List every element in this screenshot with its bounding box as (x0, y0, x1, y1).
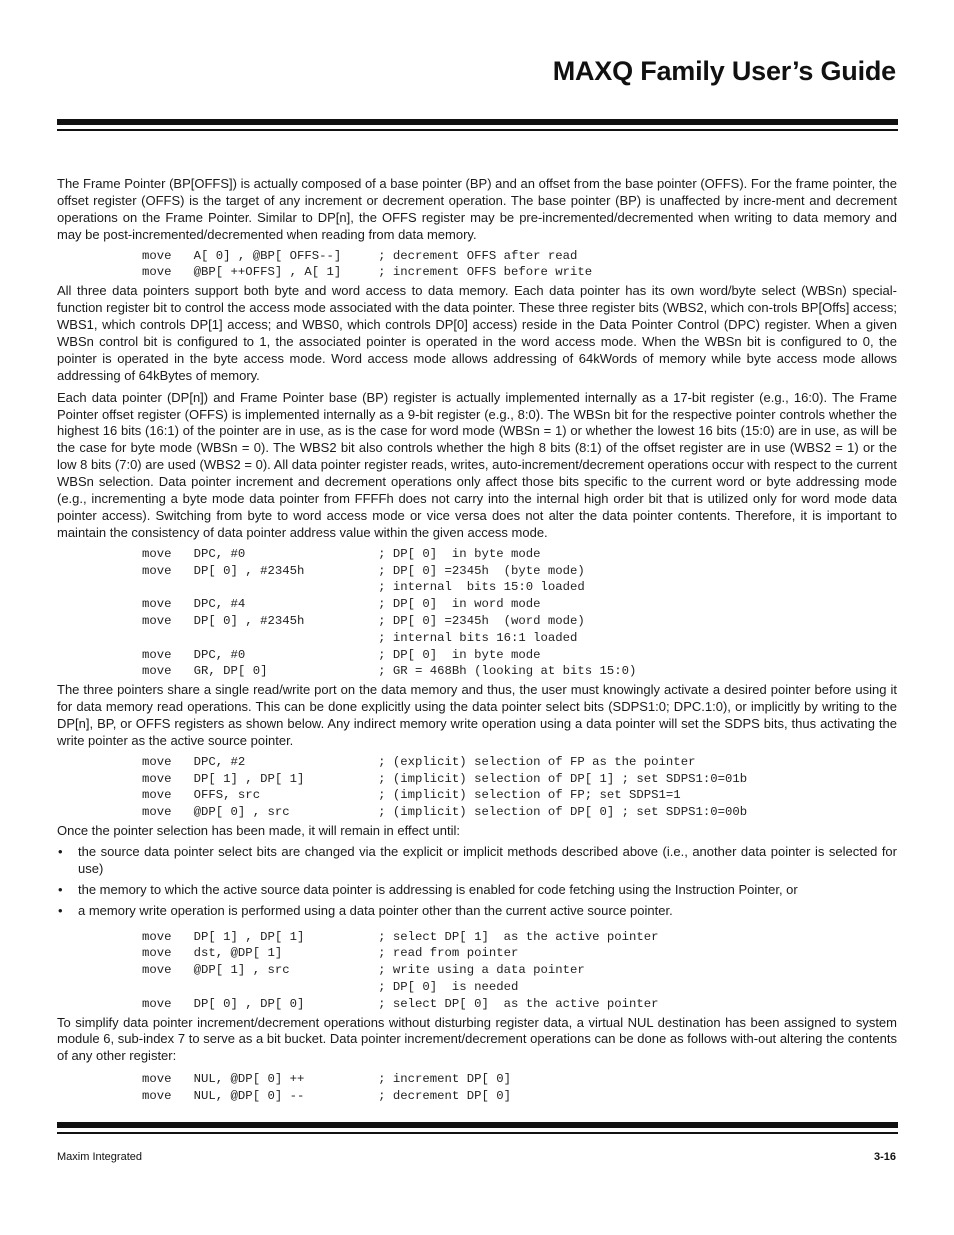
bullet-list (57, 844, 897, 920)
code-line: move DP[ 0] , DP[ 0] ; select DP[ 0] as the active pointer (142, 996, 659, 1011)
paragraph-17-bit-register: Each data pointer (DP[n]) and Frame Pointer base (BP) register is actually implemented internally as a 17-bit register (e.g., 16:0). The Frame Pointer offset register (OFFS) is implemented internally as a 9-bit register (e.g., 8:0). The WBSn bit for the respective pointer controls whether the highest 16 bits (16:1) of the pointer are in use, as is the case for word mode (WBSn = 1) or whether the lowest 16 bits (15:0) are in use, as will be the case for byte mode (WBSn = 0). The WBS2 bit also controls whether the high 8 bits (8:1) of the offset register are in use (WBS2 = 1) or the low 8 bits (7:0) are used (WBS2 = 0). All data pointer register reads, writes, auto-increment/decrement operations occur with respect to the current WBSn selection. Data pointer increment and decrement operations only affect those bits specific to the current word or byte addressing mode (e.g., incrementing a byte mode data pointer from FFFFh does not carry into the internal high order bit that is utilized only for word mode data pointer access). Switching from byte to word access mode or vice versa does not alter the data pointer contents. Therefore, it is important to maintain the consistency of data pointer address value within the given access mode. (57, 389, 897, 540)
code-line: ; internal bits 16:1 loaded (142, 630, 578, 645)
code-line: move OFFS, src ; (implicit) selection of FP; set SDPS1=1 (142, 788, 681, 803)
code-line: move GR, DP[ 0] ; GR = 468Bh (looking at bits 15:0) (142, 664, 637, 679)
code-block-nul (142, 1071, 897, 1105)
code-line: move DPC, #2 ; (explicit) selection of FP as the pointer (142, 754, 696, 769)
header-rule-thick (57, 119, 898, 125)
document-body (57, 176, 897, 1107)
paragraph-frame-pointer: The Frame Pointer (BP[OFFS]) is actually composed of a base pointer (BP) and an offset from the base pointer (OFFS). For the frame pointer, the offset register (OFFS) is the target of any increment or decrement operation. The base pointer (BP) is unaffected by incre-ment and decrement operations on the Frame Pointer. Similar to DP[n], the OFFS register may be pre-incremented/decremented when writing to data memory and may be post-incremented/decremented when reading from data memory. (57, 176, 897, 242)
list-item (57, 882, 897, 899)
bullet-marker: • (58, 843, 63, 859)
list-item-text: a memory write operation is performed using a data pointer other than the current active source pointer. (78, 902, 673, 918)
list-item (57, 844, 897, 878)
bullet-marker: • (58, 902, 63, 918)
paragraph-byte-word-access: All three data pointers support both byte and word access to data memory. Each data pointer has its own word/byte select (WBSn) special-function register bit to control the access mode associated with the data pointer. These three register bits (WBS2, which con-trols BP[Offs] access; WBS1, which controls DP[1] access; and WBS0, which controls DP[0] access) reside in the Data Pointer Control (DPC) register. When a given WBSn control bit is configured to 1, the associated pointer is operated in the word access mode. When the WBSn bit is configured to 0, the pointer is operated in the byte access mode. Word access mode allows addressing of 64kWords of memory while byte access mode allows addressing of 64kBytes of memory. (57, 283, 897, 383)
code-block-dpc-modes (142, 546, 897, 680)
code-line: move dst, @DP[ 1] ; read from pointer (142, 946, 519, 961)
code-line: move NUL, @DP[ 0] ++ ; increment DP[ 0] (142, 1072, 511, 1087)
bullet-marker: • (58, 881, 63, 897)
header-rule-thin (57, 129, 898, 131)
code-line: move DPC, #0 ; DP[ 0] in byte mode (142, 647, 541, 662)
code-line: move @DP[ 0] , src ; (implicit) selection of DP[ 0] ; set SDPS1:0=00b (142, 805, 748, 820)
code-line: move DP[ 1] , DP[ 1] ; (implicit) selection of DP[ 1] ; set SDPS1:0=01b (142, 771, 748, 786)
footer-page-number: 3-16 (873, 1151, 896, 1163)
footer-publisher: Maxim Integrated (57, 1151, 142, 1163)
footer-rule-thin (57, 1132, 898, 1134)
code-line: move DP[ 0] , #2345h ; DP[ 0] =2345h (byte mode) (142, 563, 585, 578)
code-line: move A[ 0] , @BP[ OFFS--] ; decrement OFFS after read (142, 248, 578, 263)
code-block-active-pointer (142, 929, 897, 1013)
code-line: move @DP[ 1] , src ; write using a data pointer (142, 963, 585, 978)
code-line: move DP[ 1] , DP[ 1] ; select DP[ 1] as the active pointer (142, 929, 659, 944)
code-line: move DPC, #4 ; DP[ 0] in word mode (142, 597, 541, 612)
code-line: ; DP[ 0] is needed (142, 979, 519, 994)
code-block-offs (142, 248, 897, 282)
code-line: move DPC, #0 ; DP[ 0] in byte mode (142, 546, 541, 561)
list-item-text: the memory to which the active source data pointer is addressing is enabled for code fetching using the Instruction Pointer, or (78, 881, 798, 897)
list-item-text: the source data pointer select bits are changed via the explicit or implicit methods described above (i.e., another data pointer is selected for use) (78, 843, 897, 876)
paragraph-selection-effect: Once the pointer selection has been made, it will remain in effect until: (57, 823, 460, 838)
footer-rule-thick (57, 1122, 898, 1128)
list-item (57, 903, 897, 920)
code-line: move @BP[ ++OFFS] , A[ 1] ; increment OFFS before write (142, 265, 593, 280)
paragraph-nul-destination: To simplify data pointer increment/decrement operations without disturbing register data, a virtual NUL destination has been assigned to system module 6, sub-index 7 to serve as a bit bucket. Data pointer increment/decrement operations can be done as follows with-out altering the contents of any other register: (57, 1014, 897, 1064)
code-line: ; internal bits 15:0 loaded (142, 580, 585, 595)
paragraph-read-write-port: The three pointers share a single read/write port on the data memory and thus, the user must knowingly activate a desired pointer before using it for data memory read operations. This can be done explicitly using the data pointer select bits (SDPS1:0; DPC.1:0), or implicitly by writing to the DP[n], BP, or OFFS registers as shown below. Any indirect memory write operation using a data pointer will set the SDPS bits, thus activating the write pointer as the active source pointer. (57, 682, 897, 748)
code-block-pointer-selection (142, 754, 897, 821)
code-line: move DP[ 0] , #2345h ; DP[ 0] =2345h (word mode) (142, 614, 585, 628)
page-title: MAXQ Family User’s Guide (552, 56, 896, 86)
code-line: move NUL, @DP[ 0] -- ; decrement DP[ 0] (142, 1089, 511, 1104)
